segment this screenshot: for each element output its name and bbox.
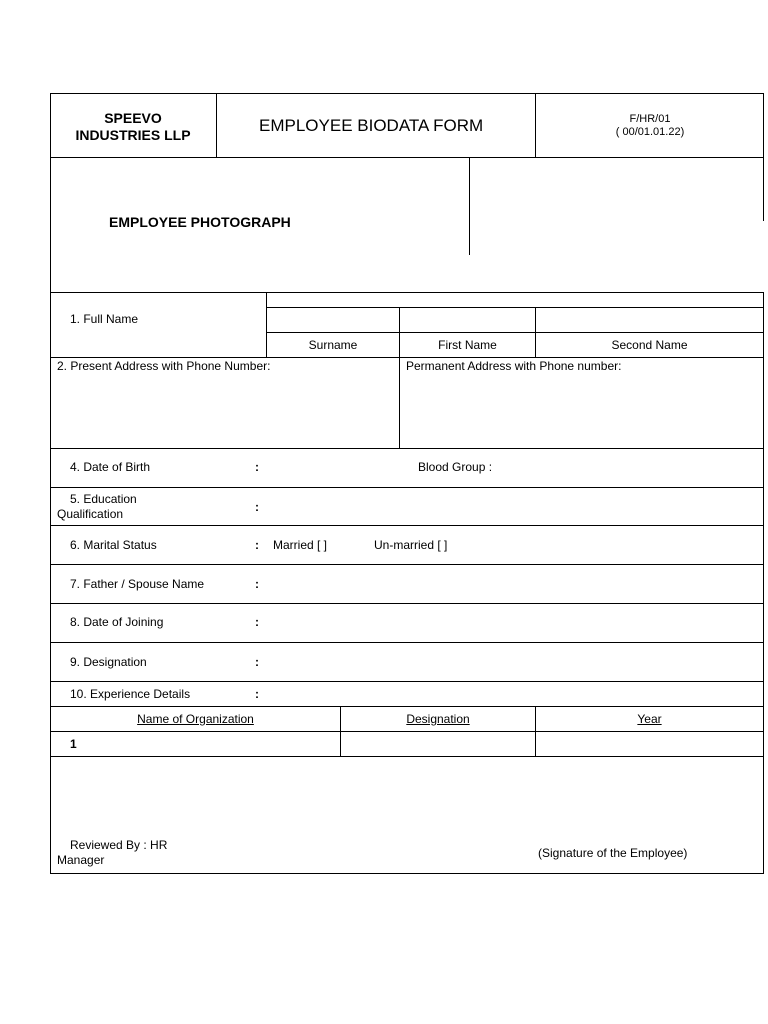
dob-colon: :	[255, 460, 259, 474]
full-name-row-line	[266, 332, 764, 333]
education-colon: :	[255, 500, 259, 514]
date-of-joining-input[interactable]	[270, 607, 760, 639]
experience-designation-input[interactable]	[342, 733, 533, 754]
form-code-line2: ( 00/01.01.22)	[615, 126, 685, 138]
employee-photograph-label: EMPLOYEE PHOTOGRAPH	[109, 214, 291, 230]
full-name-row-line	[266, 307, 764, 308]
experience-bottom-line	[50, 756, 764, 757]
row-line	[50, 681, 764, 682]
dob-label: 4. Date of Birth	[70, 460, 151, 474]
row-line	[50, 525, 764, 526]
header-divider	[216, 93, 217, 158]
experience-row-line	[50, 731, 764, 732]
education-input[interactable]	[270, 491, 760, 523]
designation-input[interactable]	[270, 646, 760, 678]
year-column-header: Year	[637, 712, 662, 726]
designation-label: 9. Designation	[70, 655, 147, 669]
first-name-column-label: First Name	[438, 338, 497, 352]
header-right-border-stub	[763, 158, 764, 221]
row-line	[50, 603, 764, 604]
form-right-border	[763, 292, 764, 873]
experience-organization-input[interactable]	[85, 733, 337, 754]
father-spouse-label: 7. Father / Spouse Name	[70, 577, 205, 591]
company-name-line1: SPEEVO	[104, 110, 162, 126]
row-line	[50, 564, 764, 565]
form-bottom-line	[50, 873, 764, 874]
education-label-line1: 5. Education	[70, 492, 137, 506]
photo-box-border	[469, 158, 470, 255]
company-name-line2: INDUSTRIES LLP	[75, 127, 191, 143]
second-name-input[interactable]	[536, 309, 763, 331]
date-of-joining-colon: :	[255, 615, 259, 629]
experience-year-input[interactable]	[537, 733, 761, 754]
experience-colon: :	[255, 687, 259, 701]
surname-input[interactable]	[267, 309, 399, 331]
marital-status-label: 6. Marital Status	[70, 538, 157, 552]
full-name-label: 1. Full Name	[70, 312, 139, 326]
row-line	[50, 448, 764, 449]
permanent-address-label: Permanent Address with Phone number:	[406, 359, 622, 373]
row-line	[50, 642, 764, 643]
marital-colon: :	[255, 538, 259, 552]
form-title: EMPLOYEE BIODATA FORM	[259, 116, 484, 135]
unmarried-checkbox[interactable]: Un-married [ ]	[374, 538, 448, 552]
blood-group-input[interactable]	[500, 453, 760, 483]
date-of-joining-label: 8. Date of Joining	[70, 615, 164, 629]
surname-column-label: Surname	[308, 338, 358, 352]
first-name-input[interactable]	[400, 309, 535, 331]
present-address-label: 2. Present Address with Phone Number:	[57, 359, 271, 373]
father-spouse-input[interactable]	[270, 568, 760, 600]
organization-column-header: Name of Organization	[137, 712, 254, 726]
permanent-address-input[interactable]	[401, 375, 761, 445]
address-top-line	[50, 357, 764, 358]
present-address-input[interactable]	[52, 375, 397, 445]
address-divider	[399, 357, 400, 448]
education-label-line2: Qualification	[57, 507, 124, 521]
dob-input[interactable]	[270, 453, 405, 483]
experience-details-label: 10. Experience Details	[70, 687, 191, 701]
designation-colon: :	[255, 655, 259, 669]
second-name-column-label: Second Name	[611, 338, 688, 352]
experience-row-number: 1	[70, 737, 77, 751]
reviewed-by-line1: Reviewed By : HR	[70, 838, 168, 852]
form-code	[536, 113, 764, 139]
form-code-line1: F/HR/01	[629, 113, 671, 125]
form-left-border	[50, 158, 51, 873]
employee-signature-label: (Signature of the Employee)	[538, 846, 688, 860]
company-name	[50, 110, 216, 144]
row-line	[50, 487, 764, 488]
designation-column-header: Designation	[406, 712, 470, 726]
married-checkbox[interactable]: Married [ ]	[273, 538, 328, 552]
blood-group-label: Blood Group :	[418, 460, 493, 474]
full-name-top-line	[50, 292, 764, 293]
experience-table-top-line	[50, 706, 764, 707]
reviewed-by-line2: Manager	[57, 853, 105, 867]
father-spouse-colon: :	[255, 577, 259, 591]
